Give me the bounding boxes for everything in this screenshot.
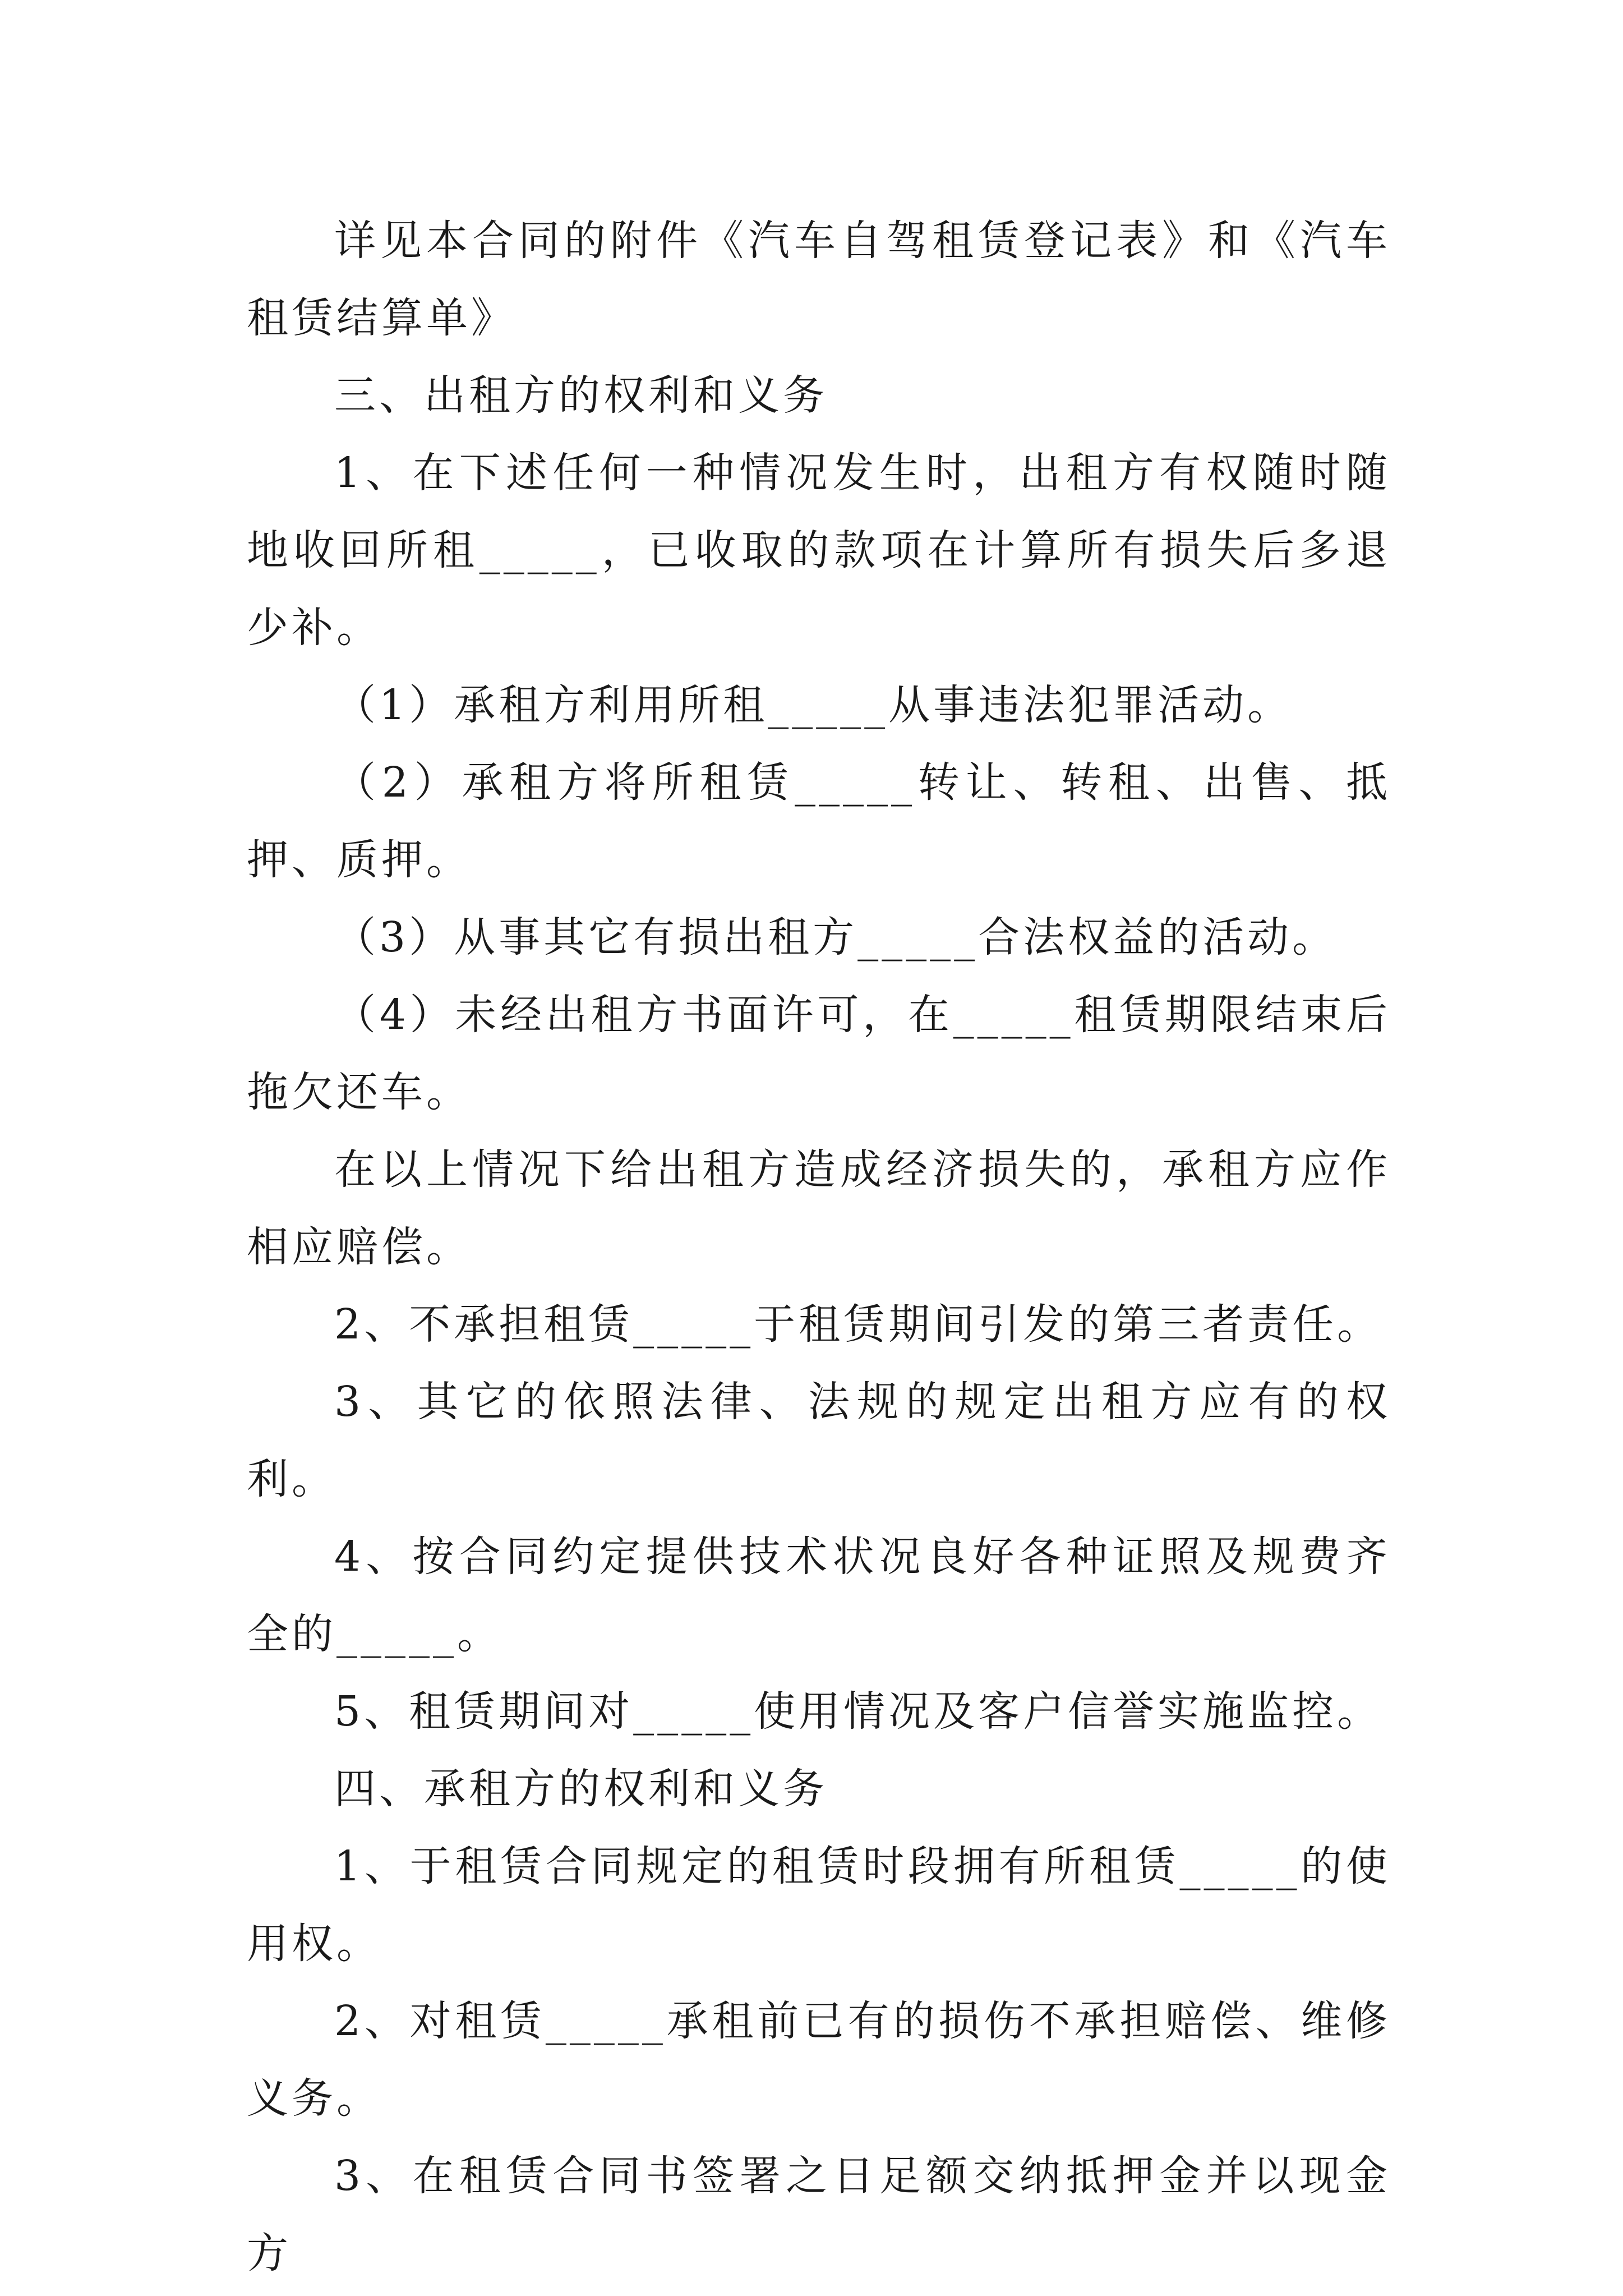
paragraph-compensation: 在以上情况下给出租方造成经济损失的，承租方应作相应赔偿。 [247,1145,1391,1271]
clause-lessor-4: 4、按合同约定提供技术状况良好各种证照及规费齐全的_____。 [247,1533,1391,1658]
document-body [247,202,1391,2292]
subclause-4: （4）未经出租方书面许可，在_____租赁期限结束后拖欠还车。 [247,991,1391,1116]
clause-lessee-3: 3、在租赁合同书签署之日足额交纳抵押金并以现金方 [247,2152,1391,2277]
clause-lessor-3: 3、其它的依照法律、法规的规定出租方应有的权利。 [247,1378,1391,1503]
clause-lessor-1: 1、在下述任何一种情况发生时，出租方有权随时随地收回所租_____，已收取的款项在计算所有损失后多退少补。 [247,449,1391,652]
section-heading-lessee-rights: 四、承租方的权利和义务 [334,1765,828,1813]
subclause-3: （3）从事其它有损出租方_____合法权益的活动。 [334,913,1338,961]
subclause-1: （1）承租方利用所租_____从事违法犯罪活动。 [334,681,1293,729]
clause-lessor-5: 5、租赁期间对_____使用情况及客户信誉实施监控。 [334,1687,1382,1736]
subclause-2: （2）承租方将所租赁_____转让、转租、出售、抵押、质押。 [247,758,1391,884]
clause-lessee-1: 1、于租赁合同规定的租赁时段拥有所租赁_____的使用权。 [247,1842,1391,1968]
clause-lessee-2: 2、对租赁_____承租前已有的损伤不承担赔偿、维修义务。 [247,1997,1391,2123]
paragraph-attachment-reference: 详见本合同的附件《汽车自驾租赁登记表》和《汽车租赁结算单》 [247,217,1391,342]
section-heading-lessor-rights: 三、出租方的权利和义务 [334,371,828,420]
clause-lessor-2: 2、不承担租赁_____于租赁期间引发的第三者责任。 [334,1300,1382,1349]
